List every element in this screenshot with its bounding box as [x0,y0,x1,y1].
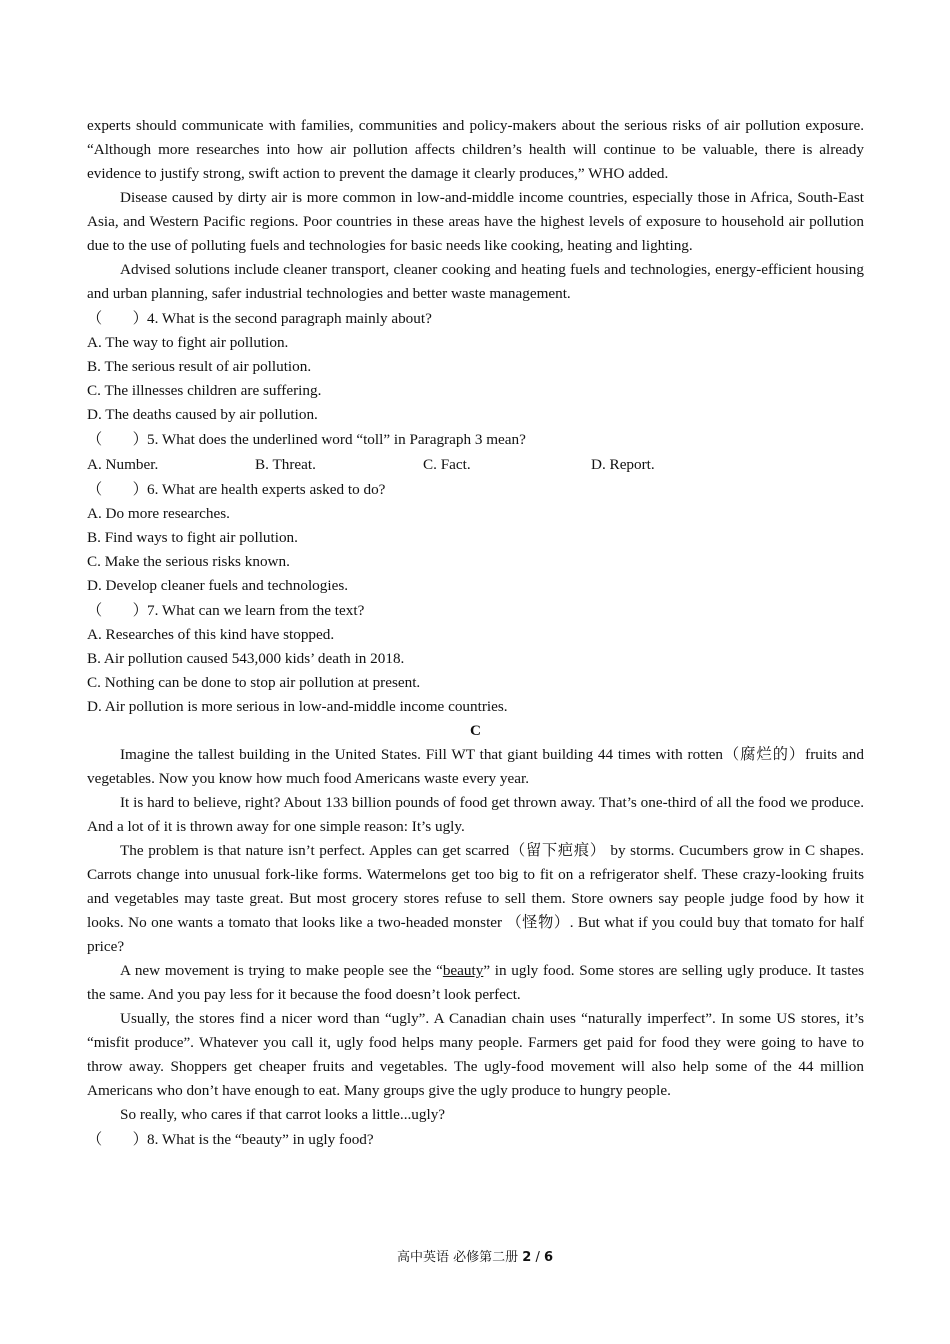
answer-blank[interactable]: （ ） [87,431,148,448]
underlined-word: beauty [442,962,484,979]
question-text: 5. What does the underlined word “toll” in Paragraph 3 mean? [147,431,526,448]
question-4 [87,307,864,427]
option-d: D. The deaths caused by air pollution. [87,406,318,423]
paragraph-c-3: The problem is that nature isn’t perfect. Apples can get scarred（留下疤痕） by storms. Cucumbers grow in C shapes. Carrots change into unusual fork-like forms. Watermelons get too big to fit on a refrigerator shelf. These crazy-looking fruits and vegetables may taste great. But most grocery stores refuse to sell them. Store owners say people judge food by how it looks. No one wants a tomato that looks like a two-headed monster （怪物）. But what if you could buy that tomato for half price? [87,842,864,955]
option-d: D. Develop cleaner fuels and technologies. [87,577,349,594]
option-b: B. Air pollution caused 543,000 kids’ death in 2018. [87,650,405,667]
paragraph-c-1: Imagine the tallest building in the United States. Fill WT that giant building 44 times with rotten（腐烂的）fruits and vegetables. Now you know how much food Americans waste every year. [87,746,864,787]
option-b: B. Find ways to fight air pollution. [87,529,298,546]
question-text: 7. What can we learn from the text? [147,602,365,619]
option-c: C. Fact. [423,456,471,473]
options-row [87,453,864,477]
option-a: A. Number. [87,456,159,473]
answer-blank[interactable]: （ ） [87,481,148,498]
answer-blank[interactable]: （ ） [87,310,148,327]
page-footer [0,1246,950,1265]
question-text: 6. What are health experts asked to do? [147,481,386,498]
paragraph-c-2: It is hard to believe, right? About 133 billion pounds of food get thrown away. That’s one-third of all the food we produce. And a lot of it is thrown away for one simple reason: It’s ugly. [87,794,864,835]
paragraph-top-3: Advised solutions include cleaner transport, cleaner cooking and heating fuels and technologies, energy-efficient housing and urban planning, safer industrial technologies and better waste management. [87,261,864,302]
answer-blank[interactable]: （ ） [87,1131,148,1148]
option-a: A. The way to fight air pollution. [87,334,289,351]
answer-blank[interactable]: （ ） [87,602,148,619]
option-a: A. Do more researches. [87,505,230,522]
option-c: C. Nothing can be done to stop air pollution at present. [87,674,421,691]
footer-page-total: 6 [543,1250,554,1265]
question-text: 8. What is the “beauty” in ugly food? [147,1131,374,1148]
question-8 [87,1128,864,1152]
option-b: B. Threat. [255,456,316,473]
footer-separator: / [535,1250,540,1265]
question-5 [87,428,864,477]
paragraph-c-4: A new movement is trying to make people see the “beauty” in ugly food. Some stores are selling ugly produce. It tastes the same. And you pay less for it because the food doesn’t look perfect. [87,962,864,1003]
document-page [87,114,864,1152]
question-6 [87,478,864,598]
option-a: A. Researches of this kind have stopped. [87,626,335,643]
option-d: D. Air pollution is more serious in low-and-middle income countries. [87,698,508,715]
section-title: C [470,722,481,739]
question-text: 4. What is the second paragraph mainly about? [147,310,432,327]
option-c: C. The illnesses children are suffering. [87,382,322,399]
option-c: C. Make the serious risks known. [87,553,290,570]
footer-page-number: 2 [522,1250,532,1265]
footer-label: 高中英语 必修第二册 [396,1250,519,1265]
option-d: D. Report. [591,456,655,473]
option-b: B. The serious result of air pollution. [87,358,312,375]
paragraph-c-5: Usually, the stores find a nicer word than “ugly”. A Canadian chain uses “naturally imperfect”. In some US stores, it’s “misfit produce”. Whatever you call it, ugly food helps many people. Farmers get paid for food they were going to have to throw away. Shoppers get cheaper fruits and vegetables. The ugly-food movement will also help some of the 44 million Americans who don’t have enough to eat. Many groups give the ugly produce to hungry people. [87,1010,864,1099]
paragraph-top-1: experts should communicate with families, communities and policy-makers about the serious risks of air pollution exposure. “Although more researches into how air pollution affects children’s health will continue to be valuable, there is already evidence to justify strong, swift action to prevent the damage it clearly produces,” WHO added. [87,117,864,182]
paragraph-c-6: So really, who cares if that carrot looks a little...ugly? [120,1106,446,1123]
question-7 [87,599,864,719]
paragraph-top-2: Disease caused by dirty air is more common in low-and-middle income countries, especially those in Africa, South-East Asia, and Western Pacific regions. Poor countries in these areas have the highest levels of exposure to household air pollution due to the use of polluting fuels and technologies for basic needs like cooking, heating and lighting. [87,189,864,254]
